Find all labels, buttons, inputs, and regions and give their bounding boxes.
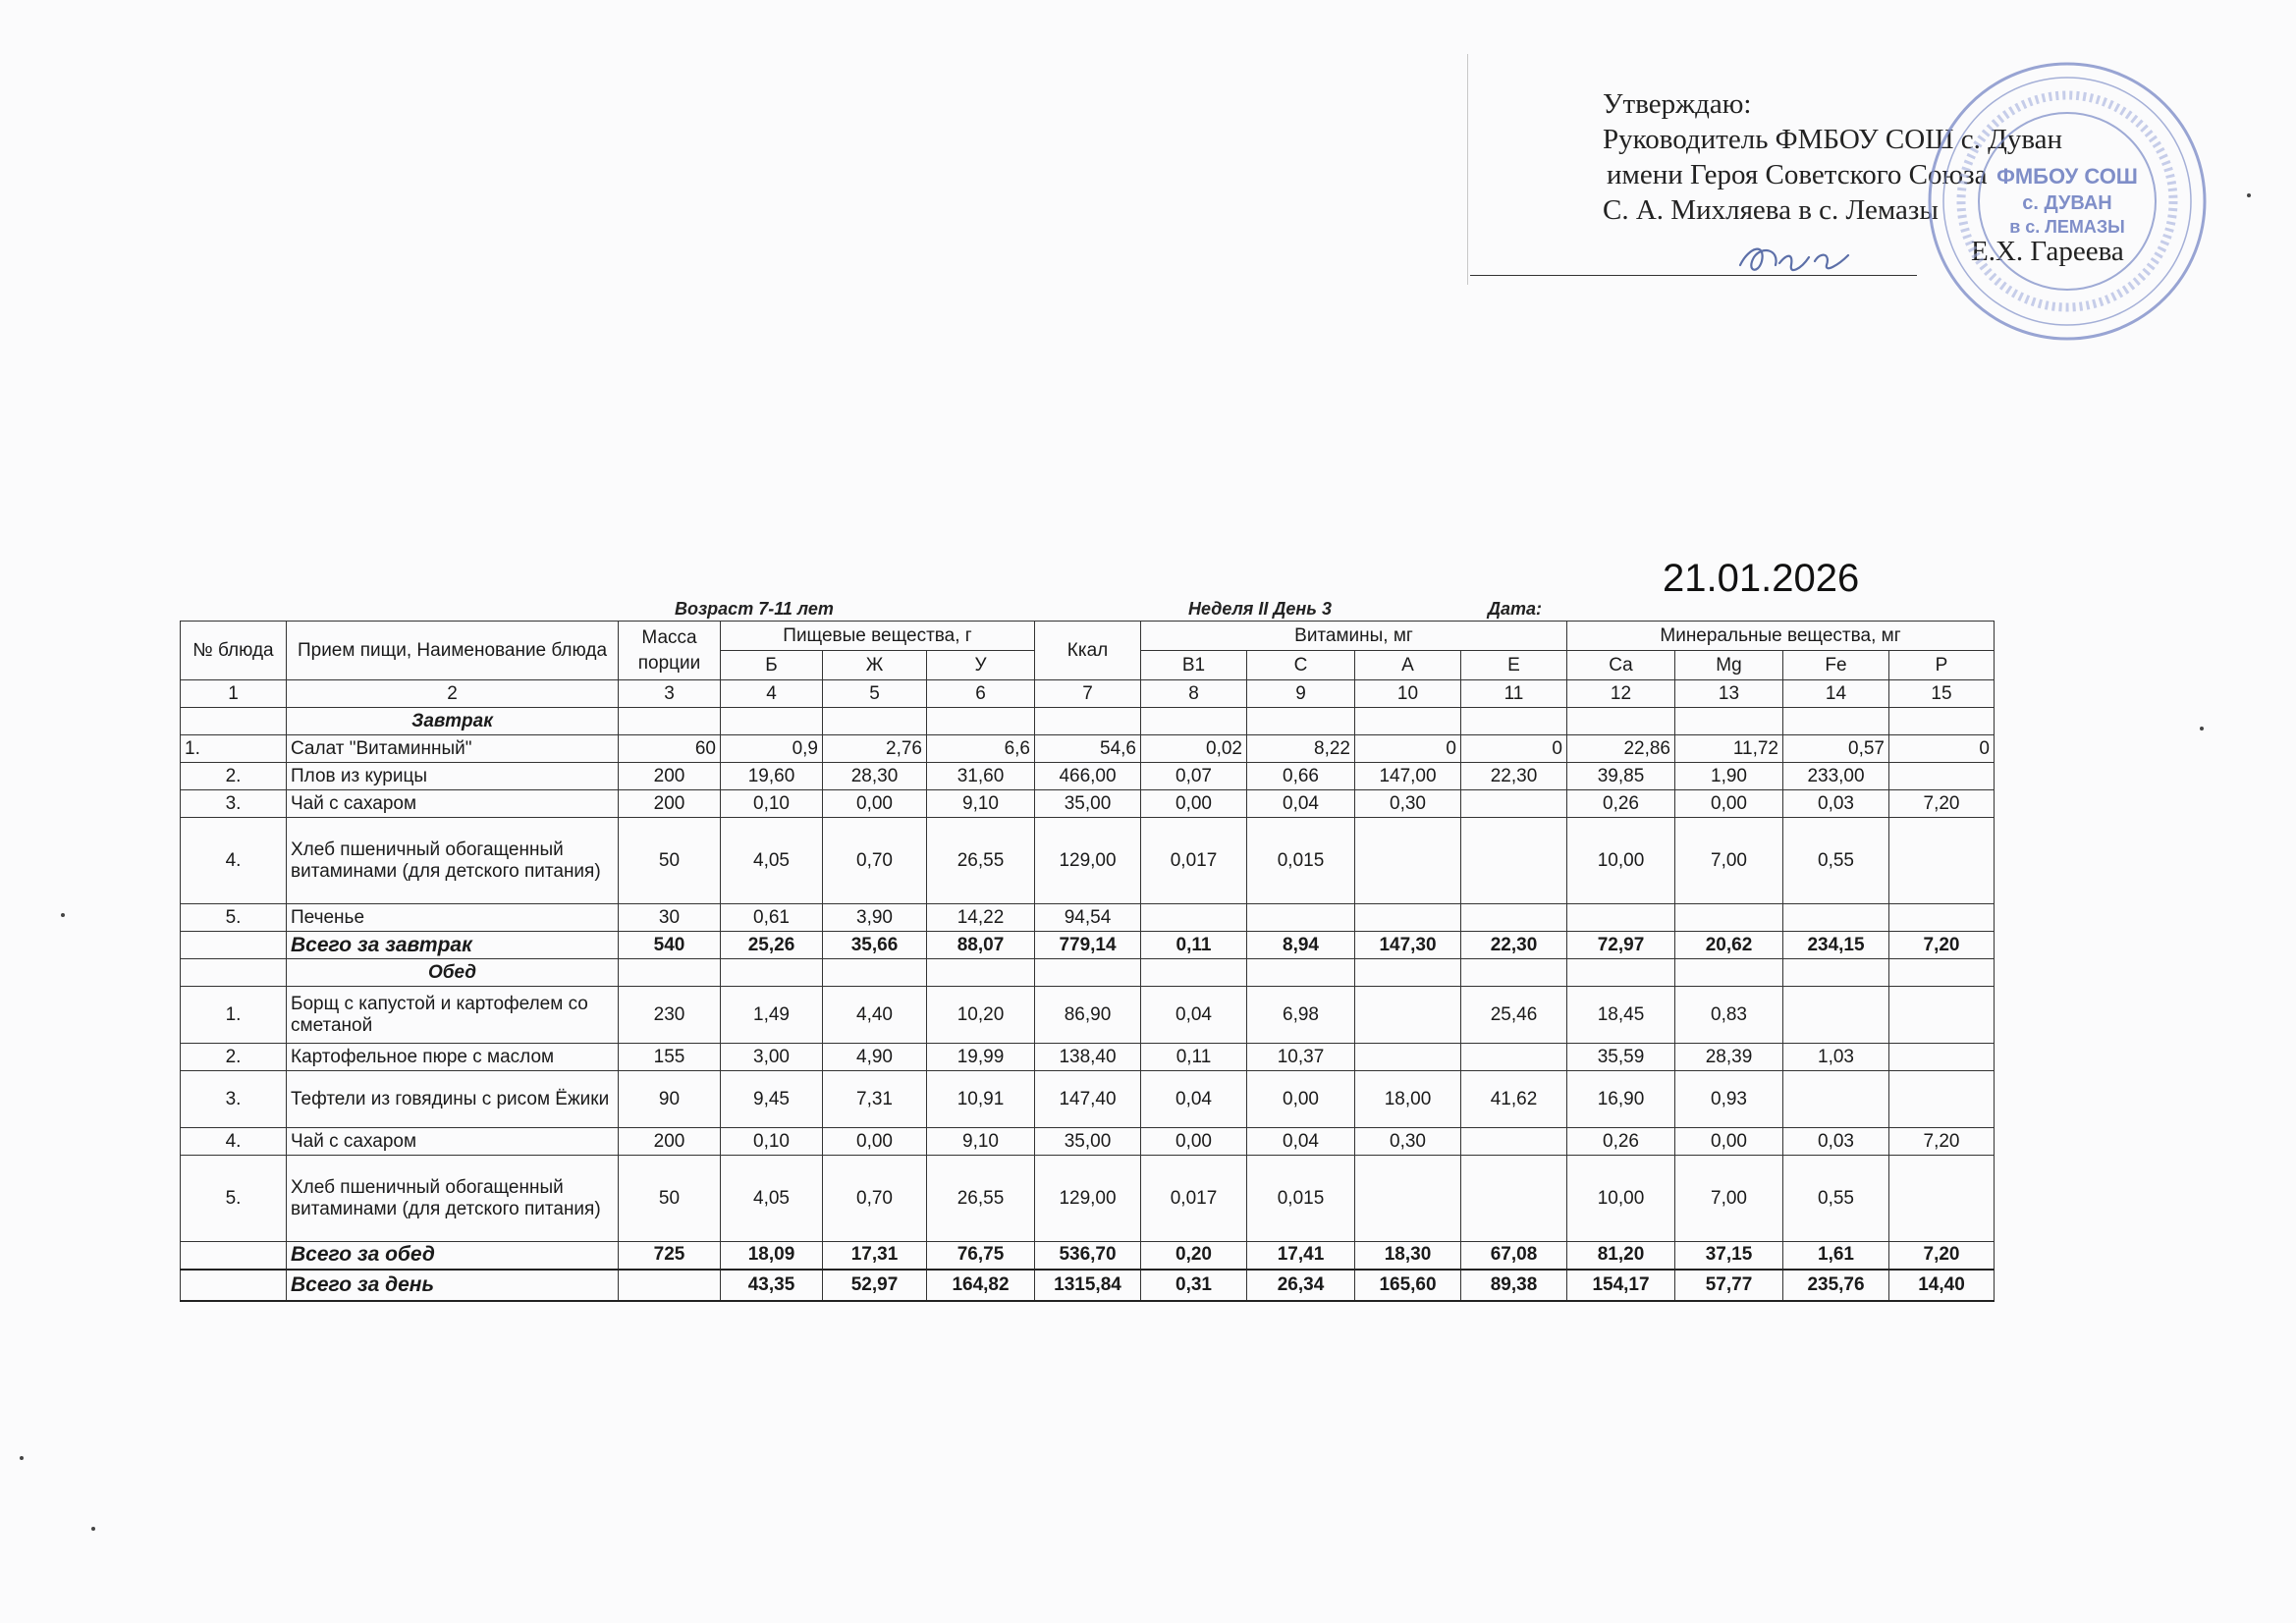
value-cell: 9,45: [721, 1071, 823, 1128]
value-cell: 0,31: [1141, 1270, 1247, 1301]
value-cell: 0,03: [1783, 790, 1889, 818]
value-cell: 89,38: [1461, 1270, 1567, 1301]
value-cell: 540: [619, 932, 721, 959]
index-row: [181, 680, 1995, 708]
value-cell: [1141, 904, 1247, 932]
value-cell: 7,20: [1889, 1128, 1995, 1156]
breakfast-total-row: [181, 932, 1995, 959]
section-breakfast-label: Завтрак: [287, 708, 619, 735]
value-cell: 154,17: [1567, 1270, 1675, 1301]
value-cell: [1889, 1071, 1995, 1128]
column-index-cell: 15: [1889, 680, 1995, 708]
breakfast-row: [181, 735, 1995, 763]
value-cell: [1783, 904, 1889, 932]
value-cell: 200: [619, 790, 721, 818]
value-cell: 19,99: [927, 1044, 1035, 1071]
approval-line-2: Руководитель ФМБОУ СОШ с. Дуван: [1603, 124, 2063, 155]
dish-name: Салат "Витаминный": [287, 735, 619, 763]
value-cell: 147,40: [1035, 1071, 1141, 1128]
value-cell: 7,00: [1675, 818, 1783, 904]
value-cell: 18,09: [721, 1242, 823, 1270]
header-e: Е: [1461, 651, 1567, 680]
breakfast-row: [181, 904, 1995, 932]
value-cell: 18,30: [1355, 1242, 1461, 1270]
value-cell: 20,62: [1675, 932, 1783, 959]
dish-number: 5.: [181, 904, 287, 932]
column-index-cell: 8: [1141, 680, 1247, 708]
dish-name: Картофельное пюре с маслом: [287, 1044, 619, 1071]
value-cell: 0,07: [1141, 763, 1247, 790]
header-ca: Са: [1567, 651, 1675, 680]
value-cell: 22,30: [1461, 763, 1567, 790]
signer-name: Е.Х. Гареева: [1971, 236, 2124, 267]
value-cell: 50: [619, 1156, 721, 1242]
value-cell: 94,54: [1035, 904, 1141, 932]
lunch-row: [181, 1156, 1995, 1242]
header-row-1: [181, 622, 1995, 651]
value-cell: 155: [619, 1044, 721, 1071]
value-cell: 19,60: [721, 763, 823, 790]
value-cell: 9,10: [927, 1128, 1035, 1156]
column-index-cell: 13: [1675, 680, 1783, 708]
value-cell: 233,00: [1783, 763, 1889, 790]
dish-number: 5.: [181, 1156, 287, 1242]
header-mass: Масса порции: [619, 622, 721, 680]
value-cell: 35,59: [1567, 1044, 1675, 1071]
value-cell: 6,98: [1247, 987, 1355, 1044]
value-cell: 18,00: [1355, 1071, 1461, 1128]
scan-speck: [61, 913, 65, 917]
value-cell: 0: [1461, 735, 1567, 763]
value-cell: 50: [619, 818, 721, 904]
dish-name: Хлеб пшеничный обогащенный витаминами (для детского питания): [287, 818, 619, 904]
value-cell: 0,02: [1141, 735, 1247, 763]
value-cell: 0,00: [1141, 790, 1247, 818]
dish-number: 1.: [181, 735, 287, 763]
value-cell: [1461, 790, 1567, 818]
value-cell: 17,41: [1247, 1242, 1355, 1270]
value-cell: 138,40: [1035, 1044, 1141, 1071]
header-kcal: Ккал: [1035, 622, 1141, 680]
value-cell: 3,00: [721, 1044, 823, 1071]
value-cell: 4,90: [823, 1044, 927, 1071]
value-cell: 10,91: [927, 1071, 1035, 1128]
lunch-row: [181, 987, 1995, 1044]
value-cell: 129,00: [1035, 1156, 1141, 1242]
value-cell: 0,11: [1141, 932, 1247, 959]
value-cell: 31,60: [927, 763, 1035, 790]
value-cell: 7,20: [1889, 932, 1995, 959]
value-cell: 725: [619, 1242, 721, 1270]
value-cell: 1,03: [1783, 1044, 1889, 1071]
value-cell: [1461, 904, 1567, 932]
value-cell: 7,20: [1889, 790, 1995, 818]
value-cell: 1,61: [1783, 1242, 1889, 1270]
value-cell: 72,97: [1567, 932, 1675, 959]
value-cell: 0,66: [1247, 763, 1355, 790]
value-cell: 147,30: [1355, 932, 1461, 959]
scan-speck: [20, 1456, 24, 1460]
value-cell: 1,49: [721, 987, 823, 1044]
dish-number: [181, 1242, 287, 1270]
value-cell: [1889, 1156, 1995, 1242]
value-cell: 57,77: [1675, 1270, 1783, 1301]
header-minerals: Минеральные вещества, мг: [1567, 622, 1995, 651]
value-cell: 4,40: [823, 987, 927, 1044]
breakfast-row: [181, 818, 1995, 904]
header-p: P: [1889, 651, 1995, 680]
dish-name: Печенье: [287, 904, 619, 932]
value-cell: 0,04: [1141, 1071, 1247, 1128]
section-breakfast: [181, 708, 1995, 735]
day-total-row: [181, 1270, 1995, 1301]
value-cell: 4,05: [721, 1156, 823, 1242]
approval-line-3: имени Героя Советского Союза: [1607, 159, 1988, 190]
value-cell: 22,30: [1461, 932, 1567, 959]
menu-table: [180, 621, 1995, 1302]
value-cell: 234,15: [1783, 932, 1889, 959]
scan-speck: [2200, 727, 2204, 730]
value-cell: 0: [1889, 735, 1995, 763]
value-cell: 26,34: [1247, 1270, 1355, 1301]
value-cell: [1889, 1044, 1995, 1071]
value-cell: 25,46: [1461, 987, 1567, 1044]
value-cell: 0,04: [1247, 790, 1355, 818]
column-index-cell: 6: [927, 680, 1035, 708]
dish-name: Тефтели из говядины с рисом Ёжики: [287, 1071, 619, 1128]
value-cell: 0,10: [721, 790, 823, 818]
document-date: 21.01.2026: [1663, 557, 1860, 600]
value-cell: 0,83: [1675, 987, 1783, 1044]
value-cell: 2,76: [823, 735, 927, 763]
value-cell: 536,70: [1035, 1242, 1141, 1270]
svg-text:с. ДУВАН: с. ДУВАН: [2022, 192, 2112, 214]
dish-number: 3.: [181, 1071, 287, 1128]
value-cell: [1355, 818, 1461, 904]
value-cell: 76,75: [927, 1242, 1035, 1270]
breakfast-row: [181, 790, 1995, 818]
value-cell: [1889, 987, 1995, 1044]
value-cell: 164,82: [927, 1270, 1035, 1301]
column-index-cell: 11: [1461, 680, 1567, 708]
value-cell: [1675, 904, 1783, 932]
dish-name: Хлеб пшеничный обогащенный витаминами (для детского питания): [287, 1156, 619, 1242]
value-cell: 0,57: [1783, 735, 1889, 763]
column-index-cell: 14: [1783, 680, 1889, 708]
value-cell: 0,26: [1567, 1128, 1675, 1156]
value-cell: 10,20: [927, 987, 1035, 1044]
value-cell: 147,00: [1355, 763, 1461, 790]
value-cell: [1355, 904, 1461, 932]
column-index-cell: 4: [721, 680, 823, 708]
date-label: Дата:: [1488, 599, 1543, 619]
value-cell: 30: [619, 904, 721, 932]
dish-number: 2.: [181, 1044, 287, 1071]
value-cell: 200: [619, 1128, 721, 1156]
value-cell: 129,00: [1035, 818, 1141, 904]
value-cell: 43,35: [721, 1270, 823, 1301]
value-cell: 0: [1355, 735, 1461, 763]
value-cell: 779,14: [1035, 932, 1141, 959]
value-cell: 26,55: [927, 818, 1035, 904]
value-cell: 28,30: [823, 763, 927, 790]
value-cell: 52,97: [823, 1270, 927, 1301]
value-cell: 0,00: [823, 1128, 927, 1156]
value-cell: 0,61: [721, 904, 823, 932]
value-cell: [619, 1270, 721, 1301]
breakfast-row: [181, 763, 1995, 790]
column-index-cell: 3: [619, 680, 721, 708]
value-cell: 466,00: [1035, 763, 1141, 790]
dish-name: Чай с сахаром: [287, 1128, 619, 1156]
dish-name: Всего за день: [287, 1270, 619, 1301]
header-zh: Ж: [823, 651, 927, 680]
value-cell: [1355, 987, 1461, 1044]
value-cell: 0,9: [721, 735, 823, 763]
value-cell: 41,62: [1461, 1071, 1567, 1128]
header-fe: Fe: [1783, 651, 1889, 680]
header-nutrients: Пищевые вещества, г: [721, 622, 1035, 651]
value-cell: 22,86: [1567, 735, 1675, 763]
value-cell: 90: [619, 1071, 721, 1128]
value-cell: 54,6: [1035, 735, 1141, 763]
value-cell: [1567, 904, 1675, 932]
value-cell: 0,015: [1247, 818, 1355, 904]
svg-text:ФМБОУ СОШ: ФМБОУ СОШ: [1996, 164, 2138, 189]
value-cell: 230: [619, 987, 721, 1044]
value-cell: [1355, 1156, 1461, 1242]
week-day-caption: Неделя II День 3: [1188, 599, 1332, 619]
value-cell: 0,00: [1247, 1071, 1355, 1128]
lunch-row: [181, 1071, 1995, 1128]
value-cell: 0,93: [1675, 1071, 1783, 1128]
section-lunch: [181, 959, 1995, 987]
value-cell: 0,70: [823, 1156, 927, 1242]
column-index-cell: 12: [1567, 680, 1675, 708]
dish-number: 1.: [181, 987, 287, 1044]
value-cell: 10,00: [1567, 1156, 1675, 1242]
scan-speck: [2247, 193, 2251, 197]
value-cell: 0,30: [1355, 1128, 1461, 1156]
value-cell: 0,55: [1783, 1156, 1889, 1242]
value-cell: 7,20: [1889, 1242, 1995, 1270]
value-cell: 9,10: [927, 790, 1035, 818]
value-cell: 39,85: [1567, 763, 1675, 790]
value-cell: 0,00: [1675, 790, 1783, 818]
value-cell: 81,20: [1567, 1242, 1675, 1270]
value-cell: 4,05: [721, 818, 823, 904]
frame-line: [1467, 54, 1468, 285]
value-cell: 11,72: [1675, 735, 1783, 763]
header-a: А: [1355, 651, 1461, 680]
dish-number: 4.: [181, 818, 287, 904]
value-cell: 26,55: [927, 1156, 1035, 1242]
value-cell: 7,00: [1675, 1156, 1783, 1242]
header-mg: Mg: [1675, 651, 1783, 680]
dish-number: 4.: [181, 1128, 287, 1156]
header-c: С: [1247, 651, 1355, 680]
value-cell: 86,90: [1035, 987, 1141, 1044]
value-cell: 0,10: [721, 1128, 823, 1156]
value-cell: 10,00: [1567, 818, 1675, 904]
value-cell: 1315,84: [1035, 1270, 1141, 1301]
column-index-cell: 9: [1247, 680, 1355, 708]
value-cell: 67,08: [1461, 1242, 1567, 1270]
dish-name: Борщ с капустой и картофелем со сметаной: [287, 987, 619, 1044]
value-cell: 25,26: [721, 932, 823, 959]
value-cell: 3,90: [823, 904, 927, 932]
scan-speck: [91, 1527, 95, 1531]
value-cell: 0,11: [1141, 1044, 1247, 1071]
value-cell: 16,90: [1567, 1071, 1675, 1128]
value-cell: [1355, 1044, 1461, 1071]
value-cell: 0,015: [1247, 1156, 1355, 1242]
lunch-row: [181, 1044, 1995, 1071]
value-cell: 0,017: [1141, 1156, 1247, 1242]
header-u: У: [927, 651, 1035, 680]
value-cell: [1461, 1044, 1567, 1071]
value-cell: [1461, 818, 1567, 904]
value-cell: [1889, 763, 1995, 790]
dish-name: Всего за обед: [287, 1242, 619, 1270]
value-cell: [1247, 904, 1355, 932]
value-cell: 35,00: [1035, 1128, 1141, 1156]
value-cell: [1889, 818, 1995, 904]
value-cell: 10,37: [1247, 1044, 1355, 1071]
value-cell: [1783, 1071, 1889, 1128]
approval-line-4: С. А. Михляева в с. Лемазы: [1603, 194, 1939, 226]
value-cell: 8,94: [1247, 932, 1355, 959]
value-cell: [1461, 1128, 1567, 1156]
value-cell: 0,03: [1783, 1128, 1889, 1156]
value-cell: 0,017: [1141, 818, 1247, 904]
value-cell: 165,60: [1355, 1270, 1461, 1301]
value-cell: [1889, 904, 1995, 932]
value-cell: 14,40: [1889, 1270, 1995, 1301]
dish-number: [181, 1270, 287, 1301]
value-cell: 0,04: [1247, 1128, 1355, 1156]
handwritten-signature: [1736, 236, 1854, 281]
dish-number: 2.: [181, 763, 287, 790]
value-cell: 60: [619, 735, 721, 763]
dish-number: 3.: [181, 790, 287, 818]
value-cell: 14,22: [927, 904, 1035, 932]
value-cell: 235,76: [1783, 1270, 1889, 1301]
value-cell: 7,31: [823, 1071, 927, 1128]
dish-name: Плов из курицы: [287, 763, 619, 790]
value-cell: 35,66: [823, 932, 927, 959]
value-cell: 0,70: [823, 818, 927, 904]
value-cell: [1461, 1156, 1567, 1242]
value-cell: 0,55: [1783, 818, 1889, 904]
column-index-cell: 1: [181, 680, 287, 708]
svg-text:в с. ЛЕМАЗЫ: в с. ЛЕМАЗЫ: [2009, 217, 2125, 237]
value-cell: 37,15: [1675, 1242, 1783, 1270]
column-index-cell: 5: [823, 680, 927, 708]
official-stamp: [1920, 54, 2214, 349]
value-cell: 35,00: [1035, 790, 1141, 818]
value-cell: 18,45: [1567, 987, 1675, 1044]
value-cell: [1783, 987, 1889, 1044]
approval-line-1: Утверждаю:: [1603, 88, 1752, 120]
value-cell: 28,39: [1675, 1044, 1783, 1071]
age-caption: Возраст 7-11 лет: [675, 599, 834, 619]
value-cell: 0,26: [1567, 790, 1675, 818]
header-b: Б: [721, 651, 823, 680]
value-cell: 0,30: [1355, 790, 1461, 818]
value-cell: 0,00: [823, 790, 927, 818]
value-cell: 200: [619, 763, 721, 790]
dish-number: [181, 932, 287, 959]
section-lunch-label: Обед: [287, 959, 619, 987]
header-vitamins: Витамины, мг: [1141, 622, 1567, 651]
value-cell: 1,90: [1675, 763, 1783, 790]
value-cell: 0,00: [1141, 1128, 1247, 1156]
header-name: Прием пищи, Наименование блюда: [287, 622, 619, 680]
dish-name: Всего за завтрак: [287, 932, 619, 959]
header-num: № блюда: [181, 622, 287, 680]
dish-name: Чай с сахаром: [287, 790, 619, 818]
column-index-cell: 10: [1355, 680, 1461, 708]
header-b1: В1: [1141, 651, 1247, 680]
value-cell: 0,04: [1141, 987, 1247, 1044]
lunch-total-row: [181, 1242, 1995, 1270]
value-cell: 0,20: [1141, 1242, 1247, 1270]
value-cell: 17,31: [823, 1242, 927, 1270]
value-cell: 88,07: [927, 932, 1035, 959]
column-index-cell: 7: [1035, 680, 1141, 708]
value-cell: 0,00: [1675, 1128, 1783, 1156]
lunch-row: [181, 1128, 1995, 1156]
column-index-cell: 2: [287, 680, 619, 708]
value-cell: 6,6: [927, 735, 1035, 763]
value-cell: 8,22: [1247, 735, 1355, 763]
